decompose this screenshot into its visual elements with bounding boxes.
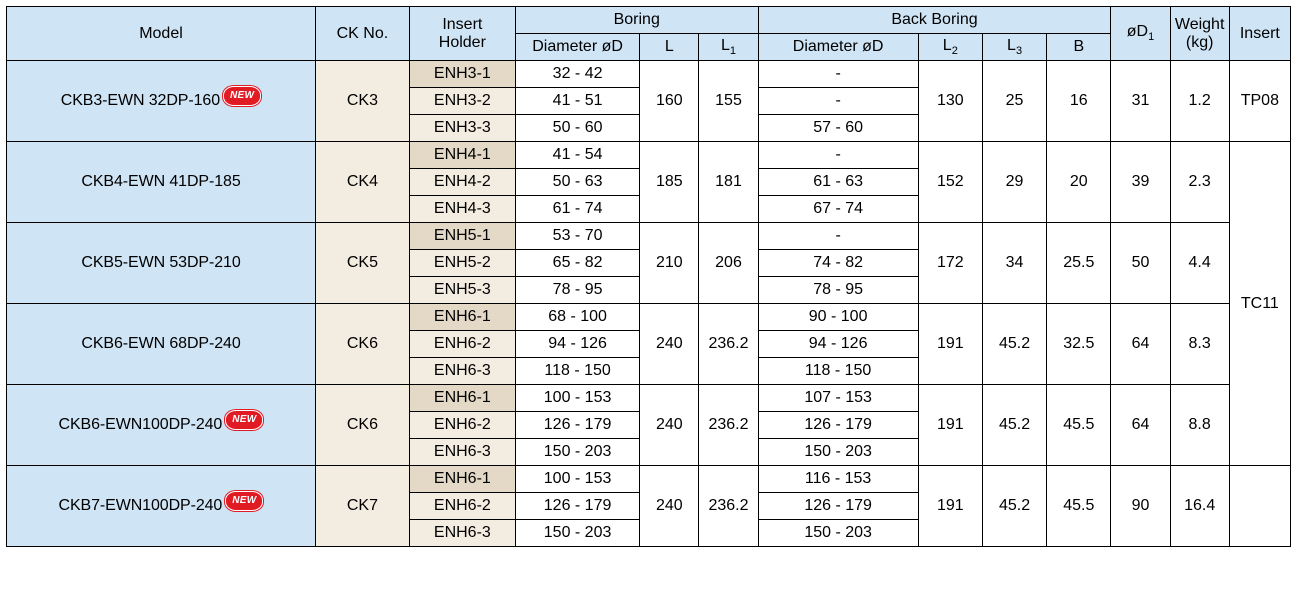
table-row	[7, 385, 1291, 412]
column-header-od1	[1111, 7, 1170, 61]
cell-back-boring-diameter: 94 - 126	[758, 331, 918, 358]
cell-insert-holder: ENH6-3	[409, 520, 515, 547]
specification-table	[6, 6, 1291, 547]
column-header-insert-holder	[409, 7, 515, 61]
cell-model	[7, 466, 316, 547]
cell-back-boring-diameter: 116 - 153	[758, 466, 918, 493]
cell-back-boring-diameter: -	[758, 142, 918, 169]
cell-boring-diameter: 53 - 70	[515, 223, 639, 250]
cell-boring-diameter: 150 - 203	[515, 520, 639, 547]
new-badge: NEW	[225, 491, 263, 511]
l2-text: L	[942, 36, 952, 54]
cell-L: 210	[640, 223, 699, 304]
table-row	[7, 142, 1291, 169]
cell-L2: 191	[918, 466, 982, 547]
cell-L2: 191	[918, 304, 982, 385]
cell-insert-holder: ENH6-3	[409, 358, 515, 385]
cell-L2: 172	[918, 223, 982, 304]
column-header-L1	[699, 34, 758, 61]
cell-insert-holder: ENH6-2	[409, 493, 515, 520]
cell-insert-holder: ENH5-3	[409, 277, 515, 304]
cell-boring-diameter: 100 - 153	[515, 466, 639, 493]
cell-L3: 25	[982, 61, 1046, 142]
cell-insert: TC11	[1229, 142, 1290, 466]
cell-model	[7, 385, 316, 466]
column-header-L: L	[640, 34, 699, 61]
insert-holder-line1: Insert	[442, 15, 483, 33]
cell-ck-no: CK4	[316, 142, 410, 223]
cell-od1: 50	[1111, 223, 1170, 304]
cell-boring-diameter: 150 - 203	[515, 439, 639, 466]
cell-back-boring-diameter: 61 - 63	[758, 169, 918, 196]
weight-line2: (kg)	[1185, 33, 1214, 51]
cell-insert-holder: ENH4-1	[409, 142, 515, 169]
model-name: CKB6-EWN100DP-240	[58, 416, 223, 434]
cell-boring-diameter: 68 - 100	[515, 304, 639, 331]
cell-B: 32.5	[1047, 304, 1111, 385]
cell-insert: TP08	[1229, 61, 1290, 142]
cell-model	[7, 304, 316, 385]
cell-od1: 64	[1111, 304, 1170, 385]
cell-weight: 2.3	[1170, 142, 1229, 223]
cell-insert-holder: ENH3-1	[409, 61, 515, 88]
insert-holder-line2: Holder	[438, 33, 486, 51]
cell-insert-holder: ENH6-1	[409, 385, 515, 412]
cell-L2: 130	[918, 61, 982, 142]
cell-insert-holder: ENH6-1	[409, 304, 515, 331]
cell-weight: 8.3	[1170, 304, 1229, 385]
cell-boring-diameter: 118 - 150	[515, 358, 639, 385]
column-header-model: Model	[7, 7, 316, 61]
l1-text: L	[720, 36, 730, 54]
cell-weight: 16.4	[1170, 466, 1229, 547]
column-header-weight	[1170, 7, 1229, 61]
cell-back-boring-diameter: -	[758, 223, 918, 250]
cell-boring-diameter: 32 - 42	[515, 61, 639, 88]
column-header-L3	[982, 34, 1046, 61]
cell-back-boring-diameter: -	[758, 61, 918, 88]
cell-L2: 152	[918, 142, 982, 223]
cell-boring-diameter: 78 - 95	[515, 277, 639, 304]
table-row	[7, 304, 1291, 331]
model-name: CKB7-EWN100DP-240	[58, 497, 223, 515]
cell-boring-diameter: 65 - 82	[515, 250, 639, 277]
cell-weight: 4.4	[1170, 223, 1229, 304]
l3-text: L	[1007, 36, 1016, 54]
new-badge: NEW	[223, 86, 261, 106]
cell-B: 16	[1047, 61, 1111, 142]
cell-model	[7, 61, 316, 142]
column-header-boring-group: Boring	[515, 7, 758, 34]
cell-B: 20	[1047, 142, 1111, 223]
cell-insert-holder: ENH3-3	[409, 115, 515, 142]
cell-od1: 31	[1111, 61, 1170, 142]
cell-back-boring-diameter: -	[758, 88, 918, 115]
cell-L1: 236.2	[699, 304, 758, 385]
cell-L3: 34	[982, 223, 1046, 304]
cell-L1: 155	[699, 61, 758, 142]
od1-text: øD	[1126, 23, 1149, 41]
cell-boring-diameter: 41 - 54	[515, 142, 639, 169]
column-header-L2	[918, 34, 982, 61]
cell-back-boring-diameter: 90 - 100	[758, 304, 918, 331]
column-header-back-boring-group: Back Boring	[758, 7, 1111, 34]
cell-insert-holder: ENH6-3	[409, 439, 515, 466]
cell-L1: 236.2	[699, 466, 758, 547]
column-header-B: B	[1047, 34, 1111, 61]
cell-boring-diameter: 61 - 74	[515, 196, 639, 223]
cell-insert-holder: ENH6-1	[409, 466, 515, 493]
cell-back-boring-diameter: 57 - 60	[758, 115, 918, 142]
model-name: CKB5-EWN 53DP-210	[81, 254, 241, 271]
cell-back-boring-diameter: 74 - 82	[758, 250, 918, 277]
cell-B: 45.5	[1047, 466, 1111, 547]
cell-boring-diameter: 100 - 153	[515, 385, 639, 412]
table-row	[7, 466, 1291, 493]
cell-L1: 236.2	[699, 385, 758, 466]
cell-ck-no: CK6	[316, 385, 410, 466]
column-header-insert: Insert	[1229, 7, 1290, 61]
od1-subscript: 1	[1148, 31, 1155, 44]
cell-ck-no: CK6	[316, 304, 410, 385]
cell-L: 240	[640, 385, 699, 466]
cell-od1: 39	[1111, 142, 1170, 223]
column-header-ck-no: CK No.	[316, 7, 410, 61]
cell-L: 160	[640, 61, 699, 142]
cell-insert-holder: ENH5-1	[409, 223, 515, 250]
cell-L1: 181	[699, 142, 758, 223]
cell-B: 45.5	[1047, 385, 1111, 466]
cell-back-boring-diameter: 107 - 153	[758, 385, 918, 412]
cell-insert-holder: ENH4-2	[409, 169, 515, 196]
cell-insert-holder: ENH6-2	[409, 412, 515, 439]
cell-boring-diameter: 50 - 63	[515, 169, 639, 196]
cell-B: 25.5	[1047, 223, 1111, 304]
cell-boring-diameter: 50 - 60	[515, 115, 639, 142]
cell-insert-holder: ENH3-2	[409, 88, 515, 115]
cell-L: 240	[640, 466, 699, 547]
cell-insert-holder: ENH4-3	[409, 196, 515, 223]
cell-ck-no: CK3	[316, 61, 410, 142]
cell-weight: 1.2	[1170, 61, 1229, 142]
cell-back-boring-diameter: 150 - 203	[758, 520, 918, 547]
cell-back-boring-diameter: 126 - 179	[758, 412, 918, 439]
cell-L3: 45.2	[982, 304, 1046, 385]
cell-od1: 64	[1111, 385, 1170, 466]
cell-L3: 29	[982, 142, 1046, 223]
column-header-boring-diameter: Diameter øD	[515, 34, 639, 61]
cell-L3: 45.2	[982, 385, 1046, 466]
table-row	[7, 223, 1291, 250]
l2-subscript: 2	[951, 45, 958, 58]
model-name: CKB4-EWN 41DP-185	[81, 173, 241, 190]
l3-subscript: 3	[1015, 45, 1023, 58]
cell-back-boring-diameter: 118 - 150	[758, 358, 918, 385]
cell-L: 185	[640, 142, 699, 223]
cell-boring-diameter: 126 - 179	[515, 412, 639, 439]
cell-back-boring-diameter: 78 - 95	[758, 277, 918, 304]
cell-model	[7, 223, 316, 304]
model-name: CKB6-EWN 68DP-240	[81, 335, 241, 352]
cell-L3: 45.2	[982, 466, 1046, 547]
cell-weight: 8.8	[1170, 385, 1229, 466]
cell-ck-no: CK7	[316, 466, 410, 547]
cell-L1: 206	[699, 223, 758, 304]
weight-line1: Weight	[1174, 15, 1225, 33]
table-body	[7, 61, 1291, 547]
header-row-top	[7, 7, 1291, 34]
table-row	[7, 61, 1291, 88]
cell-od1: 90	[1111, 466, 1170, 547]
column-header-back-boring-diameter: Diameter øD	[758, 34, 918, 61]
cell-model	[7, 142, 316, 223]
cell-back-boring-diameter: 126 - 179	[758, 493, 918, 520]
cell-boring-diameter: 126 - 179	[515, 493, 639, 520]
model-name: CKB3-EWN 32DP-160	[60, 92, 220, 110]
cell-insert-holder: ENH5-2	[409, 250, 515, 277]
cell-L: 240	[640, 304, 699, 385]
cell-boring-diameter: 41 - 51	[515, 88, 639, 115]
cell-boring-diameter: 94 - 126	[515, 331, 639, 358]
cell-back-boring-diameter: 67 - 74	[758, 196, 918, 223]
l1-subscript: 1	[729, 45, 736, 58]
new-badge: NEW	[225, 410, 263, 430]
cell-ck-no: CK5	[316, 223, 410, 304]
cell-L2: 191	[918, 385, 982, 466]
cell-insert-holder: ENH6-2	[409, 331, 515, 358]
cell-back-boring-diameter: 150 - 203	[758, 439, 918, 466]
table-header	[7, 7, 1291, 61]
